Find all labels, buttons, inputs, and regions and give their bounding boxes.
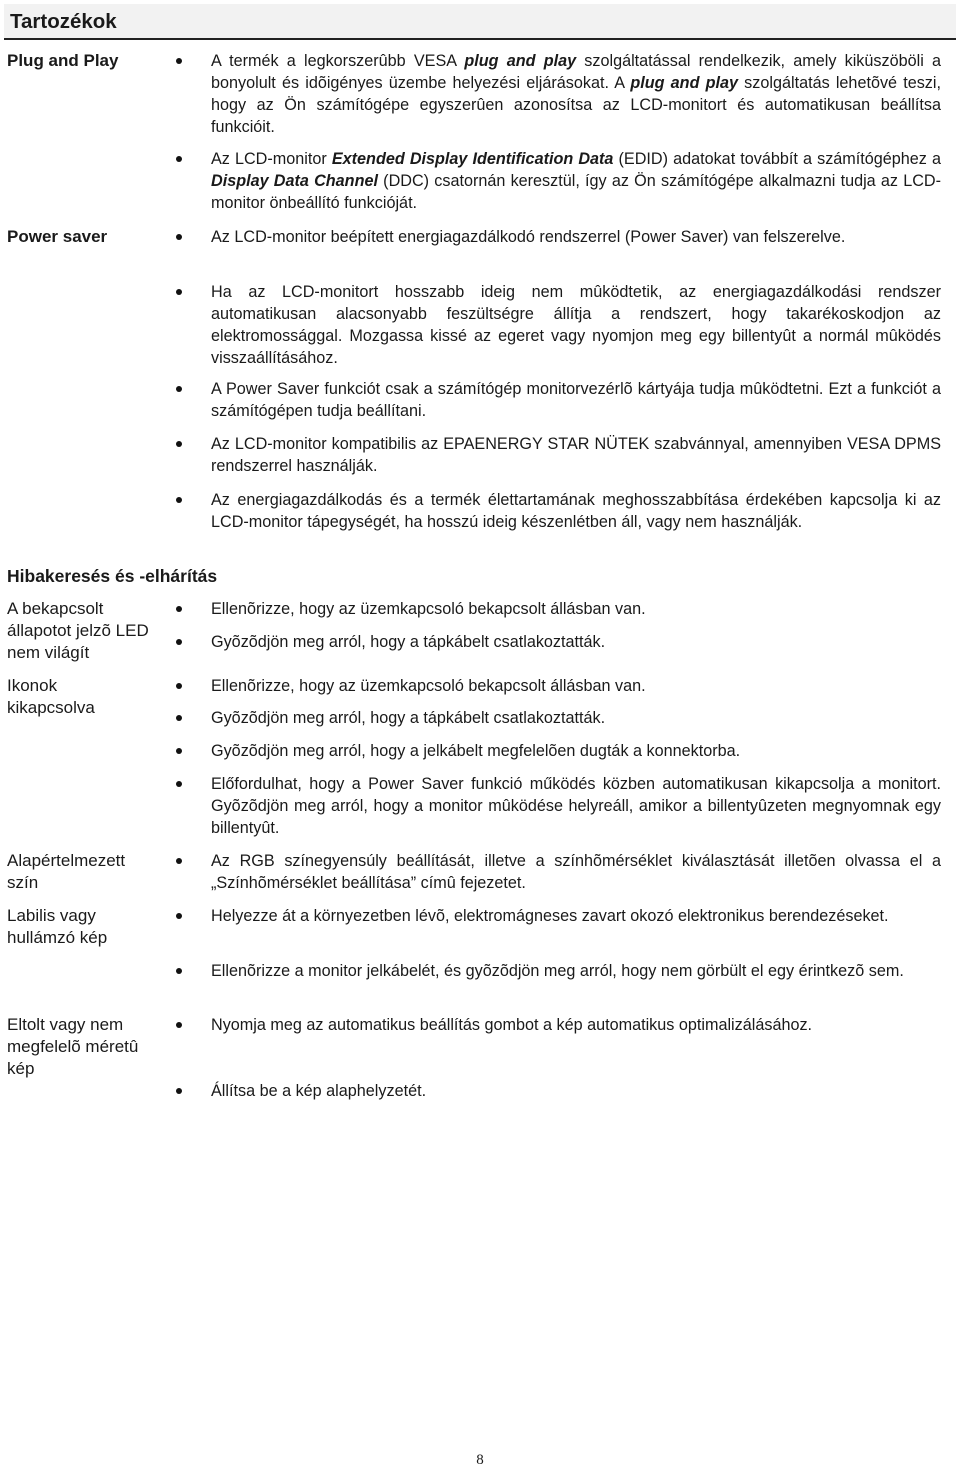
bullet-icon	[176, 289, 182, 295]
paragraph-plug-and-play-1: A termék a legkorszerûbb VESA plug and play szolgáltatással rendelkezik, amely kiküszöböli a bonyolult és idõigényes üzembe helyezési eljárásokat. A plug and play szolgáltatás lehetõvé teszi, hogy az Ön számítógépe egyszerûen azonosítsa az LCD-monitort és automatikusan beállítsa funkcióit.	[211, 52, 941, 136]
emphasis: plug and play	[630, 74, 739, 92]
bullet-icon	[176, 1022, 182, 1028]
bullet-icon	[176, 497, 182, 503]
bullet-icon	[176, 234, 182, 240]
issue-icons-step-4: Előfordulhat, hogy a Power Saver funkció működés közben automatikusan kikapcsolja a monitort. Gyõzõdjön meg arról, hogy a monitor mûködése helyreáll, amikor a billentyûzeten megnyomnak egy billentyût.	[211, 775, 941, 837]
bullet-icon	[176, 858, 182, 864]
bullet-icon	[176, 606, 182, 612]
issue-label-icons-off: Ikonok kikapcsolva	[7, 676, 95, 717]
page-number: 8	[476, 1452, 484, 1468]
section-label-plug-and-play: Plug and Play	[7, 51, 119, 70]
bullet-icon	[176, 156, 182, 162]
paragraph-power-saver-4: Az LCD-monitor kompatibilis az EPAENERGY STAR NÜTEK szabvánnyal, amennyiben VESA DPMS rendszerrel használják.	[211, 435, 941, 475]
issue-shifted-step-1: Nyomja meg az automatikus beállítás gombot a kép automatikus optimalizálásához.	[211, 1016, 813, 1034]
issue-label-shifted-image: Eltolt vagy nem megfelelõ méretû kép	[7, 1015, 139, 1078]
issue-icons-step-3: Gyõzõdjön meg arról, hogy a jelkábelt megfelelõen dugták a konnektorba.	[211, 742, 741, 760]
emphasis: plug and play	[464, 52, 577, 70]
bullet-icon	[176, 748, 182, 754]
issue-icons-step-1: Ellenõrizze, hogy az üzemkapcsoló bekapcsolt állásban van.	[211, 677, 646, 695]
issue-icons-step-2: Gyõzõdjön meg arról, hogy a tápkábelt csatlakoztatták.	[211, 709, 606, 727]
bullet-icon	[176, 386, 182, 392]
issue-color-step-1: Az RGB színegyensúly beállítását, illetve a színhõmérséklet kiválasztását illetõen olvassa el a „Színhõmérséklet beállítása” címû fejezetet.	[211, 852, 941, 892]
paragraph-power-saver-2: Ha az LCD-monitort hosszabb ideig nem mûködtetik, az energiagazdálkodási rendszer automatikusan alacsonyabb feszültségre állítja a rendszert, hogy takarékoskodjon az elektromossággal. Mozgassa kissé az egeret vagy nyomjon meg egy billentyût a normál mûködés visszaállításához.	[211, 283, 941, 367]
issue-label-default-color: Alapértelmezett szín	[7, 851, 126, 892]
paragraph-power-saver-1: Az LCD-monitor beépített energiagazdálkodó rendszerrel (Power Saver) van felszerelve.	[211, 228, 846, 246]
issue-label-unstable-image: Labilis vagy hullámzó kép	[7, 906, 108, 947]
page-title: Tartozékok	[10, 10, 117, 33]
paragraph-plug-and-play-2: Az LCD-monitor Extended Display Identification Data (EDID) adatokat továbbít a számítógéphez a Display Data Channel (DDC) csatornán keresztül, így az Ön számítógépe alkalmazni tudja az LCD-monitor önbeállító funkcióját.	[211, 150, 941, 212]
issue-label-led: A bekapcsolt állapotot jelzõ LED nem világít	[7, 599, 149, 662]
bullet-icon	[176, 781, 182, 787]
paragraph-power-saver-5: Az energiagazdálkodás és a termék élettartamának meghosszabbítása érdekében kapcsolja ki az LCD-monitor tápegységét, ha hosszú ideig készenlétben áll, vagy nem használják.	[211, 491, 941, 531]
issue-led-step-2: Gyõzõdjön meg arról, hogy a tápkábelt csatlakoztatták.	[211, 633, 606, 651]
emphasis: Extended Display Identification Data	[331, 150, 614, 168]
bullet-icon	[176, 968, 182, 974]
issue-unstable-step-2: Ellenõrizze a monitor jelkábelét, és gyõzõdjön meg arról, hogy nem görbült el egy érintkezõ sem.	[211, 962, 904, 980]
bullet-icon	[176, 683, 182, 689]
issue-led-step-1: Ellenõrizze, hogy az üzemkapcsoló bekapcsolt állásban van.	[211, 600, 646, 618]
emphasis: Display Data Channel	[211, 172, 378, 190]
bullet-icon	[176, 1088, 182, 1094]
section-label-power-saver: Power saver	[7, 227, 108, 246]
paragraph-power-saver-3: A Power Saver funkciót csak a számítógép monitorvezérlõ kártyája tudja mûködtetni. Ezt a funkciót a számítógépen tudja beállítani.	[211, 380, 941, 420]
page-header	[4, 4, 956, 40]
issue-shifted-step-2: Állítsa be a kép alaphelyzetét.	[211, 1082, 427, 1100]
bullet-icon	[176, 639, 182, 645]
bullet-icon	[176, 58, 182, 64]
bullet-icon	[176, 913, 182, 919]
issue-unstable-step-1: Helyezze át a környezetben lévõ, elektromágneses zavart okozó elektronikus berendezéseket.	[211, 907, 889, 925]
bullet-icon	[176, 715, 182, 721]
section-heading-troubleshooting: Hibakeresés és -elhárítás	[7, 566, 218, 586]
bullet-icon	[176, 441, 182, 447]
